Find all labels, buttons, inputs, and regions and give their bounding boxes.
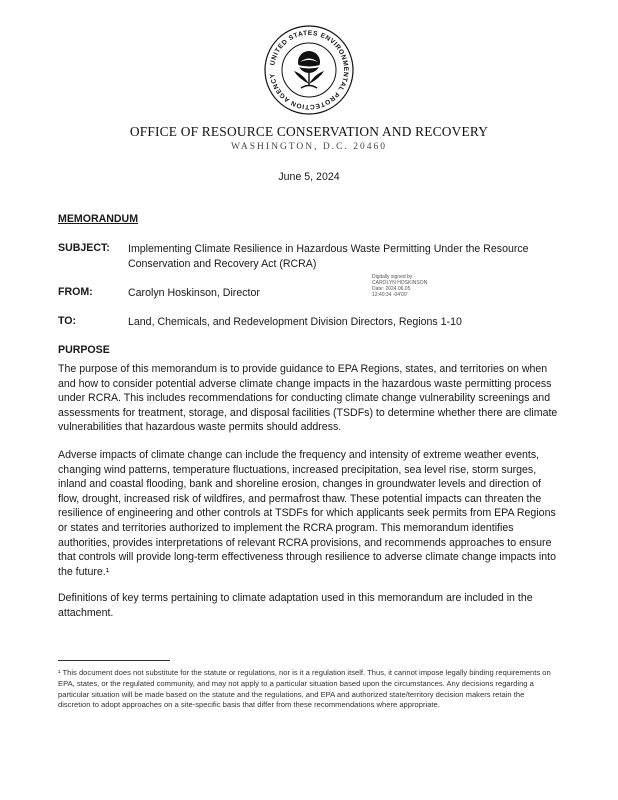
- signature-line: Digitally signed by: [372, 274, 413, 280]
- to-text: Land, Chemicals, and Redevelopment Division Directors, Regions 1-10: [128, 316, 462, 328]
- subject-label: SUBJECT:: [58, 242, 110, 254]
- signature-line: CAROLYN HOSKINSON: [372, 280, 428, 286]
- from-text: Carolyn Hoskinson, Director: [128, 287, 260, 299]
- memo-date: June 5, 2024: [278, 171, 340, 183]
- purpose-heading: PURPOSE: [58, 344, 110, 356]
- office-city: WASHINGTON, D.C. 20460: [231, 142, 387, 152]
- from-label: FROM:: [58, 286, 93, 298]
- footnote-divider: [58, 660, 170, 661]
- to-label: TO:: [58, 315, 77, 327]
- signature-line: 12:40:34 -04'00': [372, 292, 408, 298]
- purpose-paragraph-3: Definitions of key terms pertaining to climate adaptation used in this memorandum are included in the attachment.: [58, 592, 533, 619]
- memo-heading: MEMORANDUM: [58, 213, 139, 225]
- subject-text: Implementing Climate Resilience in Hazardous Waste Permitting Under the Resource Conservation and Recovery Act (RCRA): [128, 243, 529, 270]
- footnote: ¹ This document does not substitute for the statute or regulations, nor is it a regulation itself. Thus, it cannot impose legally binding requirements on EPA, states, or the regulated community, and may not apply to a particular situation based upon the circumstances. Any decisions regarding a particular situation will be made based on the statute and the regulations, and EPA and authorized state/territory decision makers retain the discretion to adopt approaches on a site-specific basis that differ from these recommendations where appropriate.: [58, 668, 551, 710]
- purpose-paragraph-1: The purpose of this memorandum is to provide guidance to EPA Regions, states, and territories on when and how to consider potential adverse climate change impacts in the hazardous waste permitting process under RCRA. This includes recommendations for conducting climate change vulnerability screenings and assessments for treatment, storage, and disposal facilities (TSDFs) to determine whether there are climate vulnerabilities that hazardous waste permits should address.: [58, 363, 558, 434]
- digital-signature: [372, 274, 462, 298]
- purpose-paragraph-2: Adverse impacts of climate change can include the frequency and intensity of extreme weather events, changing wind patterns, temperature fluctuations, increased precipitation, sea level rise, storm surges, inland and coastal flooding, bank and shoreline erosion, changes in groundwater levels and direction of flow, drought, increased risk of wildfires, and permafrost thaw. These potential impacts can threaten the resilience of engineering and other controls at TSDFs for which applicants seek permits from EPA Regions or states and territories authorized to implement the RCRA program. This memorandum identifies authorities, provides interpretations of relevant RCRA provisions, and recommends approaches to ensure that controls will provide long-term effectiveness through resilience to adverse climate change impacts into the future.¹: [58, 449, 556, 578]
- svg-text:UNITED STATES ENVIRONMENTAL PR: UNITED STATES ENVIRONMENTAL PROTECTION AGENCY: [269, 29, 350, 111]
- signature-line: Date: 2024.06.05: [372, 286, 411, 292]
- epa-seal-icon: [263, 24, 355, 116]
- office-name: OFFICE OF RESOURCE CONSERVATION AND RECOVERY: [129, 124, 489, 139]
